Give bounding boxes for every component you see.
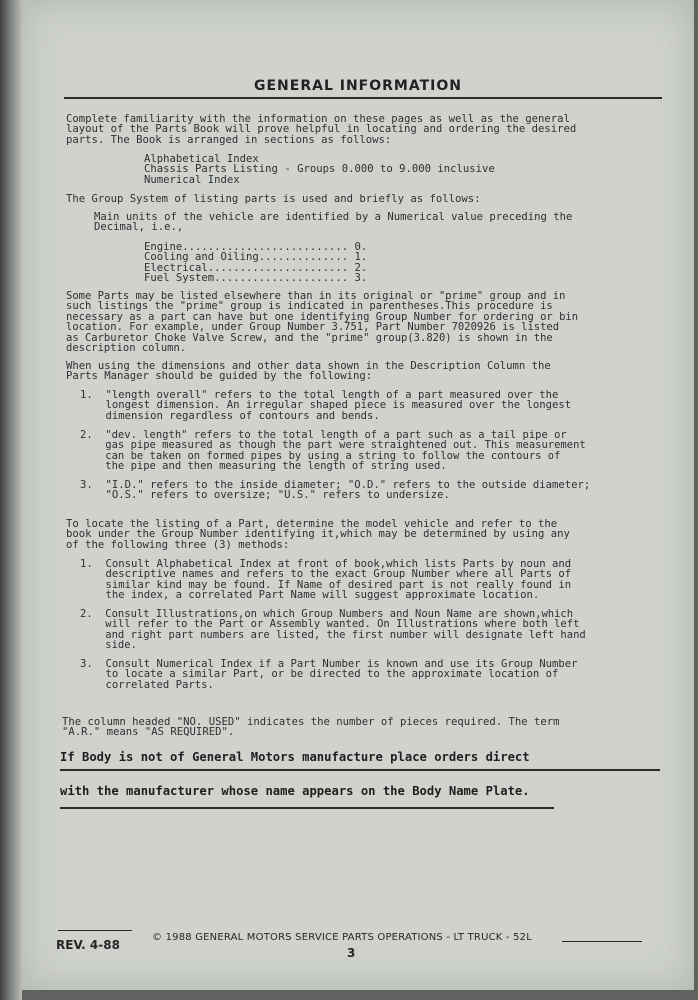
sections-list: Alphabetical Index Chassis Parts Listing - Groups 0.000 to 9.000 inclusive Numerical Index bbox=[144, 153, 495, 186]
footer-rule-right bbox=[562, 941, 642, 942]
document-page bbox=[22, 0, 694, 990]
dimension-item: 1. "length overall" refers to the total length of a part measured over the longest dimension. An irregular shaped piece is measured over the longest dimension regardless of contours and bends. bbox=[80, 389, 572, 422]
body-note-rule-1 bbox=[60, 769, 660, 771]
copyright-line: © 1988 GENERAL MOTORS SERVICE PARTS OPERATIONS - LT TRUCK - 52L bbox=[152, 932, 532, 943]
body-note-rule-2 bbox=[60, 807, 554, 809]
method-item: 1. Consult Alphabetical Index at front of book,which lists Parts by noun and descriptive names and refers to the exact Group Number where all Parts of similar kind may be found. If Name of desired part is not really found in the index, a correlated Part Name will suggest approximate location. bbox=[80, 558, 572, 602]
book-spine bbox=[0, 0, 22, 1000]
intro-paragraph: Complete familiarity with the information on these pages as well as the general layout of the Parts Book will prove helpful in locating and ordering the desired parts. The Book is arranged in sections as follows: bbox=[66, 113, 577, 146]
prime-group-paragraph: Some Parts may be listed elsewhere than in its original or "prime" group and in such listings the "prime" group is indicated in parentheses.This procedure is necessary as a part can have but one identifying Group Number for ordering or bin location. For example, under Group Number 3.751, Part Number 7020926 is listed as Carburetor Choke Valve Screw, and the "prime" group(3.820) is shown in the description column. bbox=[66, 290, 579, 355]
main-units-paragraph: Main units of the vehicle are identified by a Numerical value preceding the Decimal, i.e., bbox=[94, 211, 573, 234]
locate-paragraph: To locate the listing of a Part, determine the model vehicle and refer to the book under the Group Number identifying it,which may be determined by using any of the following three (3) methods: bbox=[66, 518, 570, 551]
revision-label: REV. 4-88 bbox=[56, 938, 120, 952]
page-title: GENERAL INFORMATION bbox=[254, 78, 462, 94]
title-underline bbox=[64, 97, 662, 99]
footer-rule-left bbox=[58, 930, 132, 931]
body-note-line-1: If Body is not of General Motors manufacture place orders direct bbox=[60, 750, 530, 764]
method-item: 3. Consult Numerical Index if a Part Number is known and use its Group Number to locate a similar Part, or be directed to the approximate location of correlated Parts. bbox=[80, 658, 578, 691]
dimension-item: 3. "I.D." refers to the inside diameter; "O.D." refers to the outside diameter; "O.S." refers to oversize; "U.S." refers to undersize. bbox=[80, 479, 591, 502]
group-number-list: Engine.......................... 0. Cooling and Oiling.............. 1. Electrical...................... 2. Fuel System..................... 3. bbox=[144, 241, 368, 285]
page-number: 3 bbox=[347, 946, 356, 960]
group-system-paragraph: The Group System of listing parts is used and briefly as follows: bbox=[66, 193, 481, 205]
method-item: 2. Consult Illustrations,on which Group Numbers and Noun Name are shown,which will refer to the Part or Assembly wanted. On Illustrations where both left and right part numbers are listed, the first number will designate left hand side. bbox=[80, 608, 586, 652]
dimension-item: 2. "dev. length" refers to the total length of a part such as a tail pipe or gas pipe measured as though the part were straightened out. This measurement can be taken on formed pipes by using a string to follow the contours of the pipe and then measuring the length of string used. bbox=[80, 429, 586, 473]
dimensions-paragraph: When using the dimensions and other data shown in the Description Column the Parts Manager should be guided by the following: bbox=[66, 360, 551, 383]
no-used-paragraph: The column headed "NO. USED" indicates the number of pieces required. The term "A.R." means "AS REQUIRED". bbox=[62, 716, 560, 739]
body-note-line-2: with the manufacturer whose name appears on the Body Name Plate. bbox=[60, 784, 530, 798]
